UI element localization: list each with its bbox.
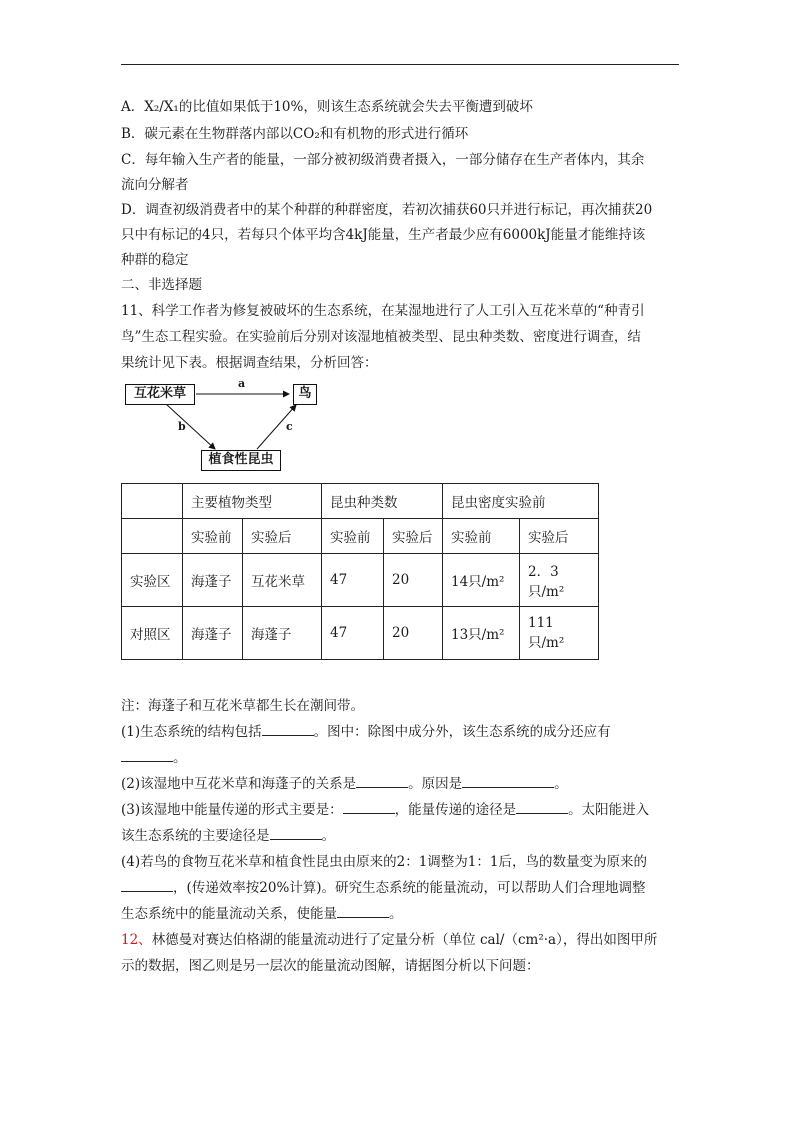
table-note: 注：海蓬子和互花米草都生长在潮间带。 [121, 698, 364, 714]
arrow-label-b: b [178, 420, 186, 433]
question-4-line1: (4)若鸟的食物互花米草和植食性昆虫由原来的2：1调整为1：1后，鸟的数量变为原来的 [121, 854, 647, 870]
table-row [122, 607, 599, 660]
question-3-line2 [121, 827, 335, 845]
question-4-text-b: ，(传递效率按20%计算)。研究生态系统的能量流动，可以帮助人们合理地调整 [173, 880, 646, 896]
table-cell: 47 [322, 607, 384, 660]
q12-line2: 示的数据，图乙则是另一层次的能量流动图解，请据图分析以下问题： [121, 958, 540, 974]
row-label: 实验区 [122, 554, 183, 607]
question-1-text-c: 。 [173, 750, 187, 766]
table-cell: 20 [384, 607, 443, 660]
answer-blank[interactable] [337, 905, 389, 918]
question-3-text-e: 。 [321, 828, 335, 844]
subheader-after: 实验后 [243, 519, 322, 554]
subheader-after: 实验后 [384, 519, 443, 554]
header-plant-type: 主要植物类型 [183, 484, 322, 519]
survey-table [121, 483, 599, 660]
subheader-before: 实验前 [183, 519, 243, 554]
top-rule [121, 64, 679, 65]
question-1-text-a: (1)生态系统的结构包括 [121, 724, 262, 740]
table-cell: 海蓬子 [183, 554, 243, 607]
question-3-text-d: 该生态系统的主要途径是 [121, 828, 270, 844]
table-cell: 海蓬子 [243, 607, 322, 660]
subheader-before: 实验前 [443, 519, 520, 554]
question-4-text-c: 生态系统中的能量流动关系，使能量 [121, 906, 337, 922]
row-label: 对照区 [122, 607, 183, 660]
arrow-label-c: c [286, 420, 293, 433]
table-cell: 互花米草 [243, 554, 322, 607]
answer-blank[interactable] [262, 723, 314, 736]
option-b: B．碳元素在生物群落内部以CO₂和有机物的形式进行循环 [121, 126, 469, 142]
answer-blank[interactable] [356, 775, 408, 788]
answer-blank[interactable] [121, 879, 173, 892]
table-cell: 111只/m² [520, 607, 599, 660]
question-1-line1 [121, 723, 611, 741]
option-c-line2: 流向分解者 [121, 177, 189, 193]
table-cell: 14只/m² [443, 554, 520, 607]
q12-line1 [121, 931, 657, 949]
header-insect-species: 昆虫种类数 [322, 484, 443, 519]
option-c-line1: C．每年输入生产者的能量，一部分被初级消费者摄入，一部分储存在生产者体内，其余 [121, 152, 645, 168]
node-spartina: 互花米草 [125, 384, 195, 405]
q11-line3: 果统计见下表。根据调查结果，分析回答： [121, 355, 378, 371]
answer-blank[interactable] [121, 749, 173, 762]
option-d-line2: 只中有标记的4只，若每只个体平均含4kJ能量，生产者最少应有6000kJ能量才能维持该 [121, 227, 646, 243]
question-2-text-c: 。 [554, 776, 568, 792]
question-2-text-b: 。原因是 [408, 776, 463, 792]
question-4-line3 [121, 905, 403, 923]
question-1-text-b: 。图中：除图中成分外，该生态系统的成分还应有 [313, 724, 611, 740]
question-4-text-d: 。 [389, 906, 403, 922]
table-header-row [122, 484, 599, 519]
table-cell: 20 [384, 554, 443, 607]
table-cell: 2．3只/m² [520, 554, 599, 607]
arrow-label-a: a [238, 377, 246, 390]
question-3-text-b: ，能量传递的途径是 [394, 802, 517, 818]
question-3-text-a: (3)该湿地中能量传递的形式主要是： [121, 802, 343, 818]
q11-line1: 11、科学工作者为修复被破坏的生态系统，在某湿地进行了人工引入互花米草的“种青引 [121, 303, 645, 319]
node-insect: 植食性昆虫 [201, 450, 281, 471]
question-2-text-a: (2)该湿地中互花米草和海蓬子的关系是 [121, 776, 357, 792]
subheader-before: 实验前 [322, 519, 384, 554]
header-insect-density: 昆虫密度实验前 [443, 484, 599, 519]
table-cell [122, 519, 183, 554]
option-d-line3: 种群的稳定 [121, 252, 189, 268]
answer-blank[interactable] [270, 827, 322, 840]
node-bird: 鸟 [293, 384, 317, 405]
q11-line2: 鸟”生态工程实验。在实验前后分别对该湿地植被类型、昆虫种类数、密度进行调查，结 [121, 329, 641, 345]
answer-blank[interactable] [462, 775, 554, 788]
answer-blank[interactable] [343, 801, 395, 814]
table-cell: 47 [322, 554, 384, 607]
q12-number: 12、 [121, 932, 152, 948]
question-4-line2 [121, 879, 646, 897]
subheader-after: 实验后 [520, 519, 599, 554]
question-3-text-c: 。太阳能进入 [568, 802, 650, 818]
option-d-line1: D．调查初级消费者中的某个种群的种群密度，若初次捕获60只并进行标记，再次捕获20 [121, 202, 653, 218]
q12-text-1: 林德曼对赛达伯格湖的能量流动进行了定量分析（单位 cal/（cm²·a），得出如图甲所 [151, 932, 658, 948]
question-3-line1 [121, 801, 649, 819]
table-cell: 海蓬子 [183, 607, 243, 660]
answer-blank[interactable] [516, 801, 568, 814]
question-2-line [121, 775, 568, 793]
question-1-line2 [121, 749, 187, 767]
table-cell: 13只/m² [443, 607, 520, 660]
table-row [122, 554, 599, 607]
table-corner [122, 484, 183, 519]
food-web-diagram [121, 377, 321, 472]
section-title: 二、非选择题 [121, 277, 202, 293]
table-subheader-row [122, 519, 599, 554]
option-a: A．X₂/X₁的比值如果低于10%，则该生态系统就会失去平衡遭到破坏 [121, 99, 533, 115]
